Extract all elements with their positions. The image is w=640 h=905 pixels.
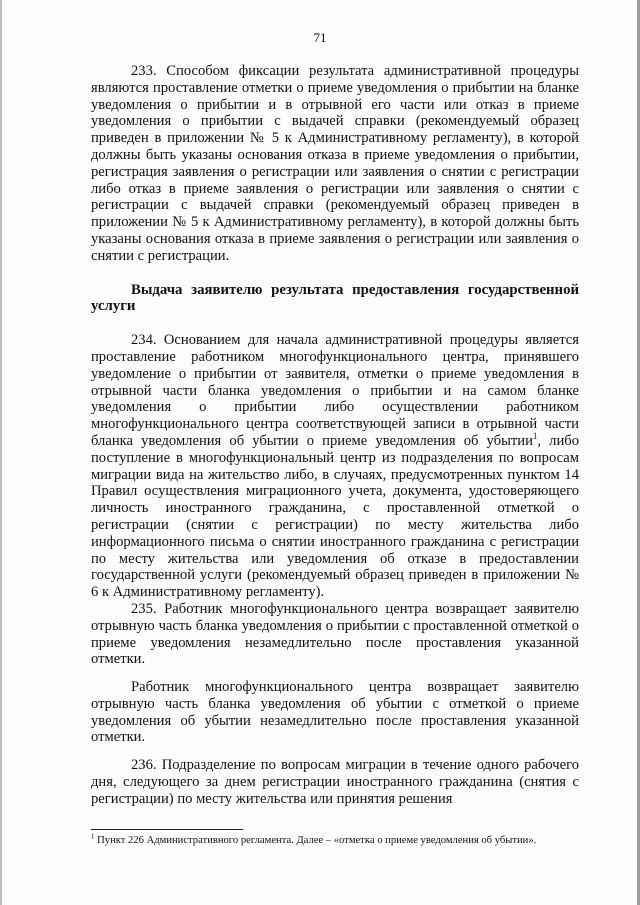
- page-number: 71: [313, 30, 327, 45]
- paragraph-235-continued: Работник многофункционального центра возвращает заявителю отрывную часть бланка уведомления об убытии с отметкой о приеме уведомления об убытии незамедлительно после проставления указанной отметки.: [91, 679, 579, 746]
- paragraph-234-text-b: , либо поступление в многофункциональный центр из подразделения по вопросам миграции вида на жительство либо, в случаях, предусмотренных пунктом 14 Правил осуществления миграционного учета, документа, удостоверяющего личность иностранного гражданина, с проставленной отметкой о регистрации (снятии с регистрации) по месту жительства либо информационного письма о снятии иностранного гражданина с регистрации по месту жительства или уведомления об отказе в предоставлении государственной услуги (рекомендуемый образец приведен в приложении № 6 к Административному регламенту).: [91, 432, 579, 601]
- scan-edge-left: [0, 0, 2, 905]
- section-heading: Выдача заявителю результата предоставления государственной услуги: [91, 281, 579, 315]
- paragraph-234-text-a: 234. Основанием для начала административной процедуры является проставление работником многофункционального центра, принявшего уведомление о прибытии от заявителя, отметки о приеме уведомления в отрывной части бланка уведомления о прибытии и на самом бланке уведомления о прибытии либо осуществлении работником многофункционального центра соответствующей записи в отрывной части бланка уведомления об убытии о приеме уведомления об убытии: [91, 332, 579, 449]
- paragraph-235: 235. Работник многофункционального центра возвращает заявителю отрывную часть бланка уведомления о прибытии с проставленной отметкой о приеме уведомления незамедлительно после проставления указанной отметки.: [91, 600, 579, 668]
- paragraph-236: 236. Подразделение по вопросам миграции в течение одного рабочего дня, следующего за днем регистрации иностранного гражданина (снятия с регистрации) по месту жительства или принятия решения: [91, 757, 579, 807]
- footnote-ref[interactable]: 1: [532, 431, 538, 442]
- paragraph-234: [91, 332, 579, 601]
- footnote-marker: 1: [91, 832, 95, 841]
- footnote-separator: [91, 829, 243, 830]
- footnote: [91, 834, 591, 847]
- paragraph-233: 233. Способом фиксации результата административной процедуры являются проставление отметки о приеме уведомления о прибытии на бланке уведомления о прибытии и в отрывной его части или отказ в приеме уведомления о прибытии с выдачей справки (рекомендуемый образец приведен в приложении № 5 к Административному регламенту), в которой должны быть указаны основания отказа в приеме уведомления о прибытии, регистрация заявления о регистрации или заявления о снятии с регистрации либо отказ в приеме заявления о регистрации или заявления о снятии с регистрации с выдачей справки (рекомендуемый образец приведен в приложении № 5 к Административному регламенту), в которой должны быть указаны основания отказа в приеме заявления о регистрации или заявления о снятии с регистрации.: [91, 63, 579, 264]
- footnote-text: Пункт 226 Административного регламента. Далее – «отметка о приеме уведомления об убытии».: [94, 835, 537, 846]
- document-body: [91, 63, 579, 808]
